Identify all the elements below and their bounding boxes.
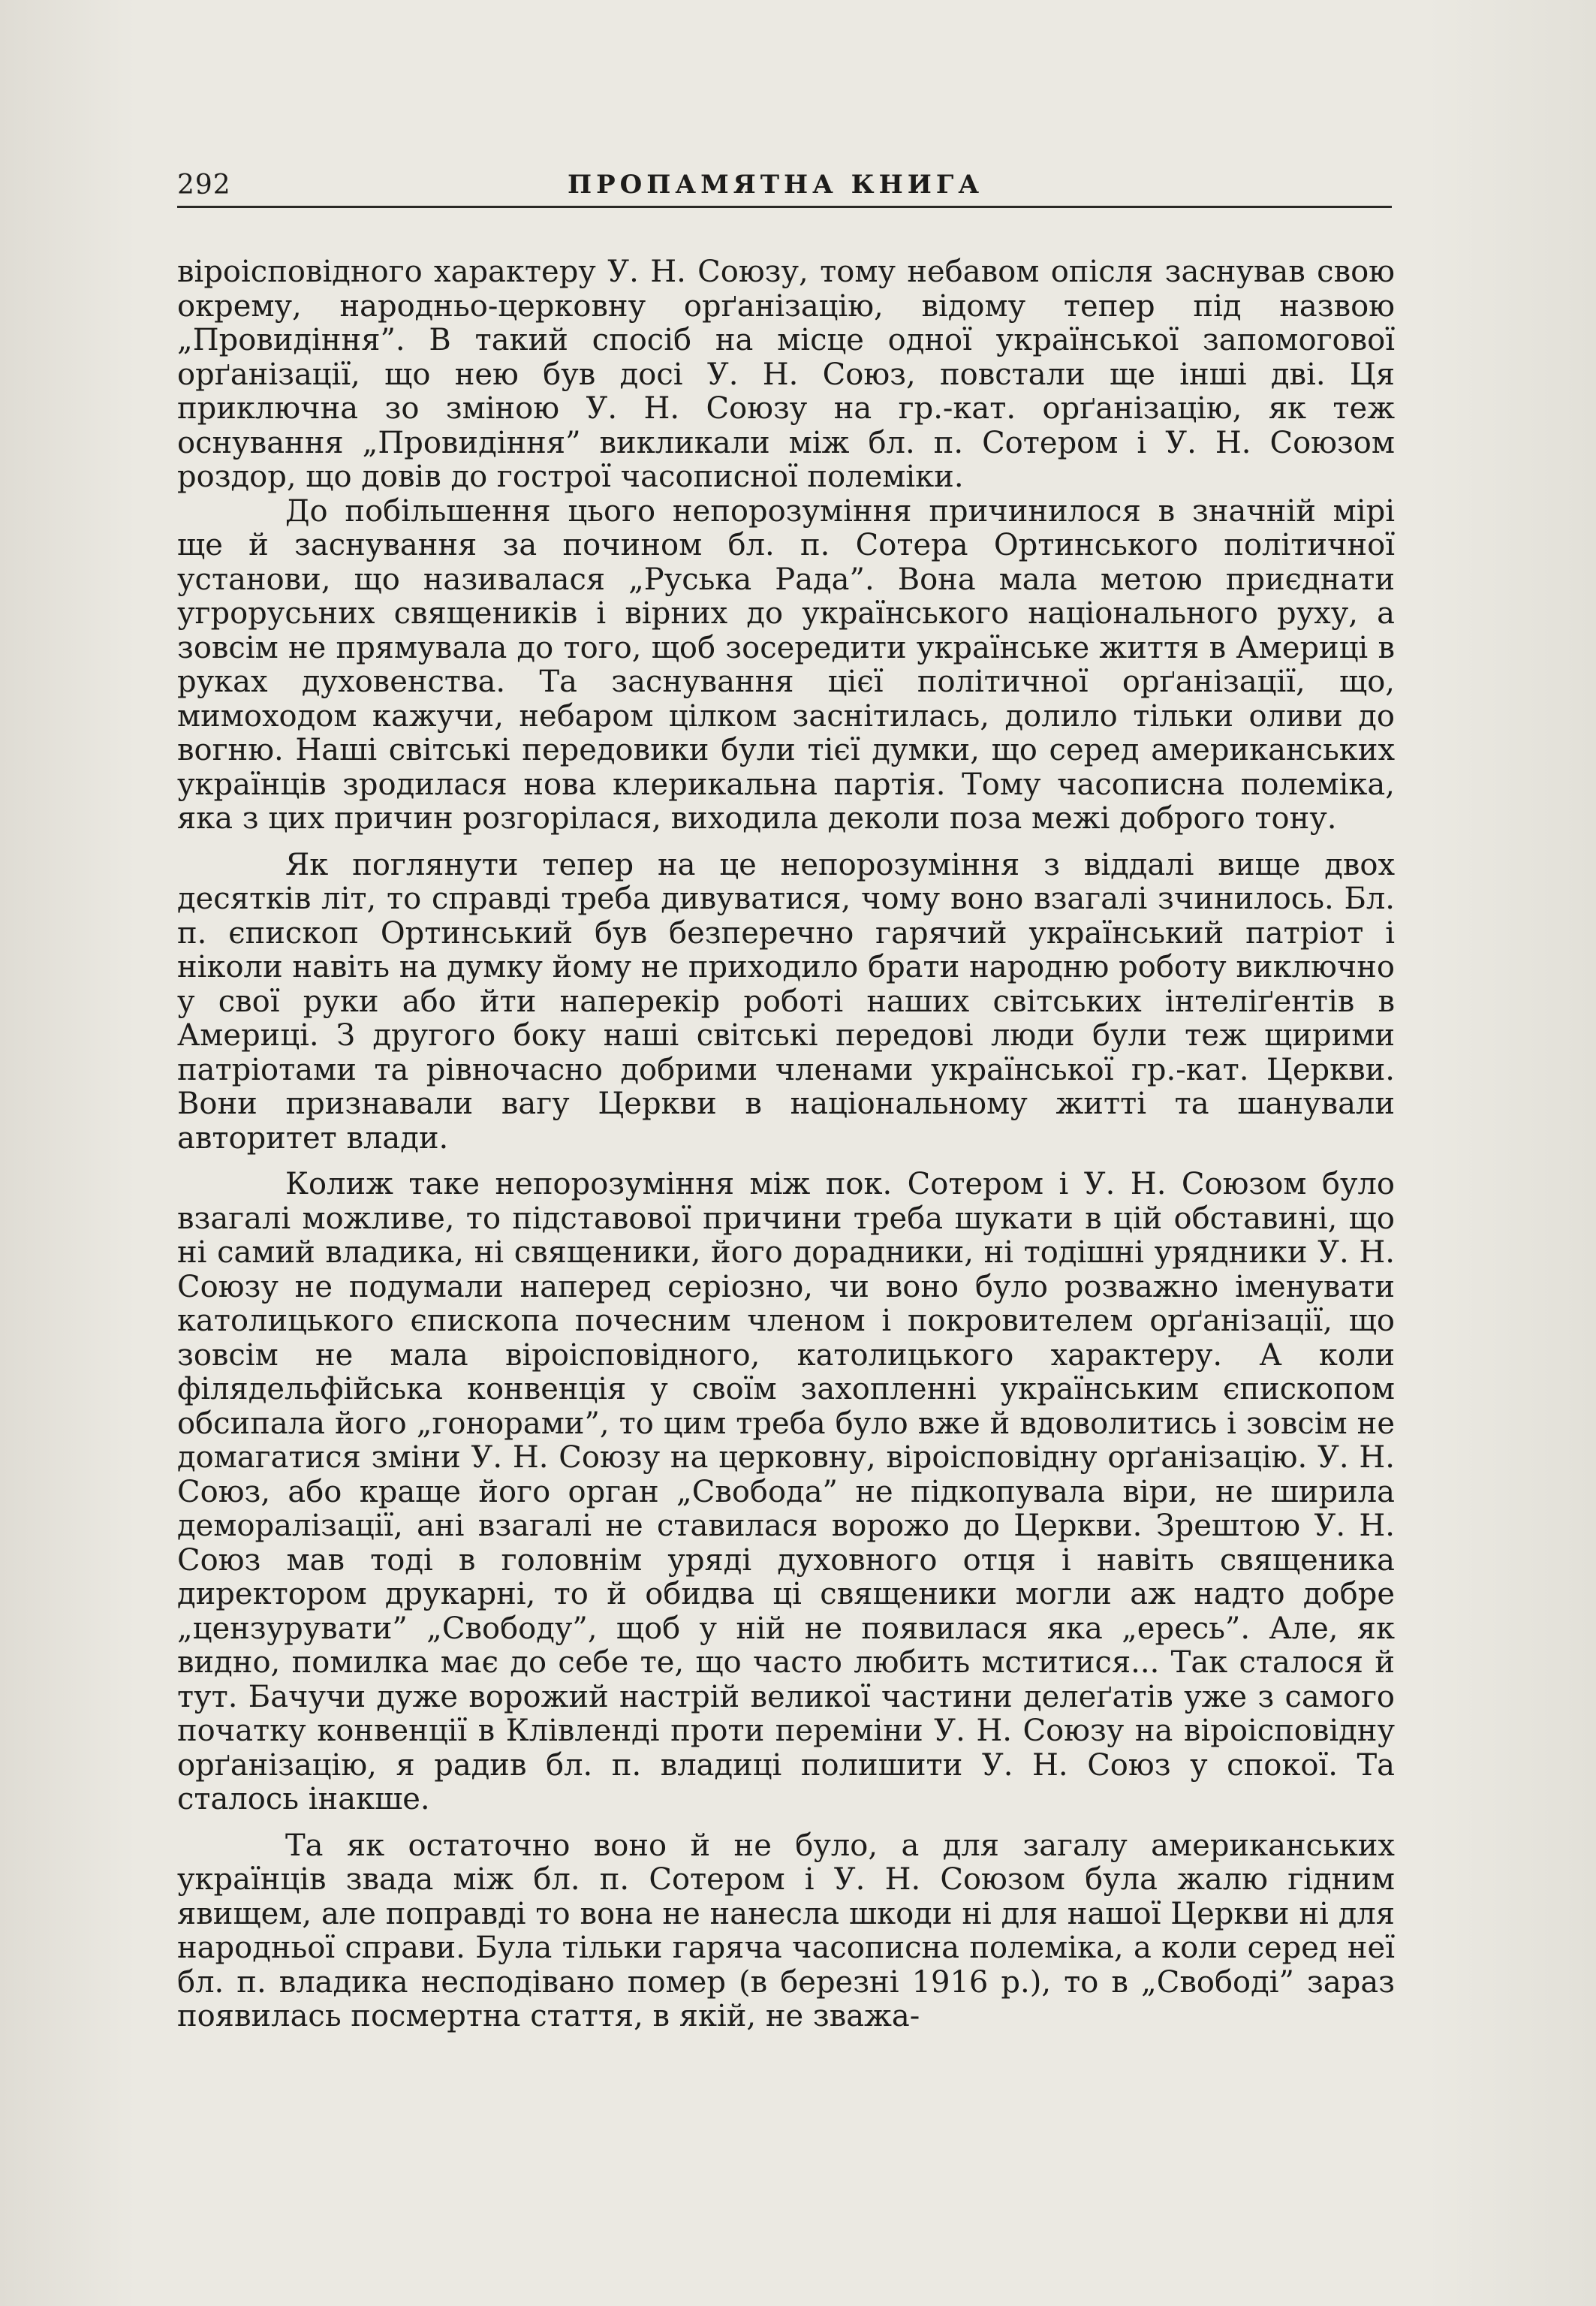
running-title: ПРОПАМЯТНА КНИГА bbox=[568, 170, 984, 200]
body-text bbox=[177, 255, 1395, 2034]
page-header bbox=[177, 167, 1392, 208]
paragraph: Як поглянути тепер на це непорозуміння з віддалі вище двох десятків літ, то справді треба дивуватися, чому воно взагалі зчинилось. Бл. п. єпископ Ортинський був безперечно гарячий український патріот і ніколи навіть на думку йому не приходило брати народню роботу виключно у свої руки або йти наперекір роботі наших світських інтеліґентів в Америці. З другого боку наші світські передові люди були теж щирими патріотами та рівночасно добрими членами української гр.-кат. Церкви. Вони признавали вагу Церкви в національному житті та шанували авторитет влади. bbox=[177, 847, 1395, 1156]
page-number: 292 bbox=[177, 170, 231, 200]
paragraph: Колиж таке непорозуміння між пок. Сотером і У. Н. Союзом було взагалі можливе, то підставової причини треба шукати в цій обставині, що ні самий владика, ні священики, його дорадники, ні тодішні урядники У. Н. Союзу не подумали наперед серіозно, чи воно було розважно іменувати католицького єпископа почесним членом і покровителем орґанізації, що зовсім не мала віроісповідного, католицького характеру. А коли філядельфійська конвенція у своїм захопленні українським єпископом обсипала його „гонорами”, то цим треба було вже й вдоволитись і зовсім не домагатися зміни У. Н. Союзу на церковну, віроісповідну орґанізацію. У. Н. Союз, або краще його орган „Свобода” не підкопувала віри, не ширила деморалізації, ані взагалі не ставилася ворожо до Церкви. Зрештою У. Н. Союз мав тоді в головнім уряді духовного отця і навіть священика директором друкарні, то й обидва ці священики могли аж надто добре „цензурувати” „Свободу”, щоб у ній не появилася яка „ересь”. Але, як видно, помилка має до себе те, що часто любить мститися... Так сталося й тут. Бачучи дуже ворожий настрій великої частини делеґатів уже з самого початку конвенції в Клівленді проти переміни У. Н. Союзу на віроісповідну орґанізацію, я радив бл. п. владиці полишити У. Н. Союз у спокої. Та сталось інакше. bbox=[177, 1167, 1395, 1816]
paragraph-continuation: віроісповідного характеру У. Н. Союзу, тому небавом опісля заснував свою окрему, народньо-церковну орґанізацію, відому тепер під назвою „Провидіння”. В такий спосіб на місце одної української запомогової орґанізації, що нею був досі У. Н. Союз, повстали ще інші дві. Ця приключна зо зміною У. Н. Союзу на гр.-кат. орґанізацію, як теж оснування „Провидіння” викликали між бл. п. Сотером і У. Н. Союзом роздор, що довів до гострої часописної полеміки. bbox=[177, 255, 1395, 494]
paragraph: До побільшення цього непорозуміння причинилося в значній мірі ще й заснування за почином бл. п. Сотера Ортинського політичної установи, що називалася „Руська Рада”. Вона мала метою приєднати угрорусьних священиків і вірних до українського національного руху, а зовсім не прямувала до того, щоб зосередити українське життя в Америці в руках духовенства. Та заснування цієї політичної орґанізації, що, мимоходом кажучи, небаром цілком заснітилась, долило тільки оливи до вогню. Наші світські передовики були тієї думки, що серед американських українців зродилася нова клерикальна партія. Тому часописна полеміка, яка з цих причин розгорілася, виходила деколи поза межі доброго тону. bbox=[177, 493, 1395, 836]
paragraph: Та як остаточно воно й не було, а для загалу американських українців звада між бл. п. Сотером і У. Н. Союзом була жалю гідним явищем, але поправді то вона не нанесла шкоди ні для нашої Церкви ні для народньої справи. Була тільки гаряча часописна полеміка, а коли серед неї бл. п. владика несподівано помер (в березні 1916 р.), то в „Свободі” зараз появилась посмертна стаття, в якій, не зважа- bbox=[177, 1828, 1395, 2033]
